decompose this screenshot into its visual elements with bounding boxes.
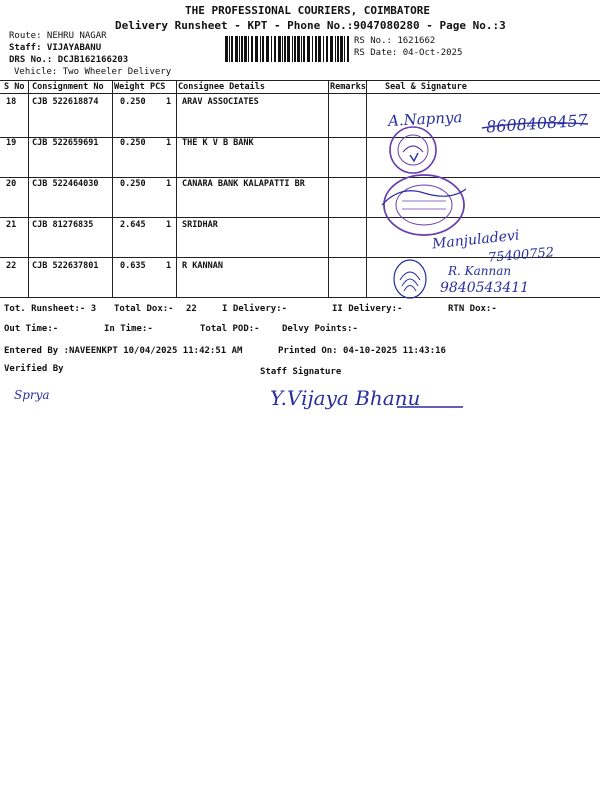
tot-runsheet: Tot. Runsheet:- 3 — [4, 304, 97, 314]
company-name: THE PROFESSIONAL COURIERS, COIMBATORE — [185, 4, 431, 17]
row-weight: 2.645 — [120, 220, 146, 230]
ii-delivery: II Delivery:- — [332, 304, 403, 314]
row-consignee: ARAV ASSOCIATES — [182, 97, 259, 107]
row-consignment: CJB 522637801 — [32, 261, 99, 271]
barcode-bar — [326, 36, 328, 62]
signature-underline — [395, 404, 465, 410]
row-weight: 0.250 — [120, 179, 146, 189]
rs-date: RS Date: 04-Oct-2025 — [354, 48, 463, 58]
row-weight: 0.250 — [120, 97, 146, 107]
row-sno: 22 — [6, 261, 17, 271]
verified-signature: Sprya — [14, 388, 50, 402]
phone-row18: 8608408457 — [485, 110, 589, 137]
barcode-bar — [255, 36, 258, 62]
barcode-bar — [337, 36, 339, 62]
total-pod: Total POD:- — [200, 324, 260, 334]
barcode-bar — [292, 36, 293, 62]
route-label: Route: NEHRU NAGAR — [9, 31, 107, 41]
row-weight: 0.250 — [120, 138, 146, 148]
col-header-weight: Weight — [114, 82, 145, 92]
row-consignment: CJB 81276835 — [32, 220, 94, 230]
col-header-remarks: Remarks — [330, 82, 366, 92]
row-pcs: 1 — [166, 97, 172, 107]
row-consignment: CJB 522464030 — [32, 179, 99, 189]
phone-row21: 75400752 — [487, 245, 555, 266]
row-pcs: 1 — [166, 220, 172, 230]
verified-by-label: Verified By — [4, 364, 64, 374]
phone-row22: 9840543411 — [440, 280, 530, 296]
barcode-bar — [284, 36, 286, 62]
thumbprint-stamp-icon — [392, 258, 428, 300]
barcode-bar — [347, 36, 349, 62]
col-header-sno: S No — [4, 82, 25, 92]
row-weight: 0.635 — [120, 261, 146, 271]
barcode-image — [225, 36, 350, 62]
barcode-bar — [315, 36, 317, 62]
barcode-bar — [262, 36, 264, 62]
row-pcs: 1 — [166, 261, 172, 271]
barcode-bar — [282, 36, 283, 62]
barcode-bar — [266, 36, 269, 62]
staff-signature: Y.Vijaya Bhanu — [270, 386, 421, 410]
row-pcs: 1 — [166, 138, 172, 148]
barcode-bar — [229, 36, 230, 62]
signature-row22: R. Kannan — [448, 264, 512, 278]
barcode-bar — [244, 36, 247, 62]
barcode-bar — [271, 36, 272, 62]
row-consignee: CANARA BANK KALAPATTI BR — [182, 179, 305, 189]
barcode-bar — [260, 36, 261, 62]
signature-row18: A.Napnya — [387, 108, 463, 130]
row-consignment: CJB 522659691 — [32, 138, 99, 148]
barcode-bar — [251, 36, 253, 62]
col-header-pcs: PCS — [150, 82, 166, 92]
barcode-bar — [278, 36, 281, 62]
row-consignee: R KANNAN — [182, 261, 223, 271]
rtn-dox: RTN Dox:- — [448, 304, 497, 314]
signature-row21: Manjuladevi — [431, 227, 521, 253]
col-header-consignment: Consignment No — [32, 82, 104, 92]
staff-label: Staff: VIJAYABANU — [9, 43, 102, 53]
barcode-bar — [297, 36, 300, 62]
printed-on: Printed On: 04-10-2025 11:43:16 — [278, 346, 446, 356]
row-sno: 20 — [6, 179, 17, 189]
staff-signature-label: Staff Signature — [260, 367, 342, 377]
rs-number: RS No.: 1621662 — [354, 36, 436, 46]
barcode-bar — [241, 36, 243, 62]
barcode-bar — [340, 36, 343, 62]
total-dox-value: 22 — [186, 304, 197, 314]
drs-number: DRS No.: DCJB162166203 — [9, 55, 129, 65]
row-sno: 19 — [6, 138, 17, 148]
vehicle-label: Vehicle: Two Wheeler Delivery — [14, 67, 172, 77]
row-consignment: CJB 522618874 — [32, 97, 99, 107]
barcode-bar — [239, 36, 240, 62]
seal-stamp-icon — [388, 125, 438, 175]
row-consignee: SRIDHAR — [182, 220, 218, 230]
barcode-bar — [307, 36, 310, 62]
barcode-bar — [344, 36, 345, 62]
row-pcs: 1 — [166, 179, 172, 189]
barcode-bar — [303, 36, 305, 62]
total-dox-label: Total Dox:- — [114, 304, 174, 314]
barcode-bar — [294, 36, 296, 62]
col-header-consignee: Consignee Details — [178, 82, 265, 92]
i-delivery: I Delivery:- — [222, 304, 288, 314]
in-time: In Time:- — [104, 324, 153, 334]
barcode-bar — [287, 36, 290, 62]
barcode-bar — [248, 36, 249, 62]
row-sno: 21 — [6, 220, 17, 230]
entered-by: Entered By :NAVEENKPT 10/04/2025 11:42:51 AM — [4, 346, 243, 356]
barcode-bar — [274, 36, 276, 62]
row-consignee: THE K V B BANK — [182, 138, 254, 148]
strike-line — [480, 118, 590, 132]
barcode-bar — [318, 36, 321, 62]
barcode-bar — [235, 36, 238, 62]
barcode-bar — [335, 36, 336, 62]
barcode-bar — [330, 36, 333, 62]
barcode-bar — [225, 36, 228, 62]
runsheet-subtitle: Delivery Runsheet - KPT - Phone No.:9047080280 - Page No.:3 — [115, 19, 506, 32]
out-time: Out Time:- — [4, 324, 59, 334]
row-sno: 18 — [6, 97, 17, 107]
barcode-bar — [323, 36, 324, 62]
barcode-bar — [301, 36, 302, 62]
col-header-seal: Seal & Signature — [385, 82, 467, 92]
barcode-bar — [231, 36, 233, 62]
delvy-points: Delvy Points:- — [282, 324, 358, 334]
barcode-bar — [312, 36, 313, 62]
